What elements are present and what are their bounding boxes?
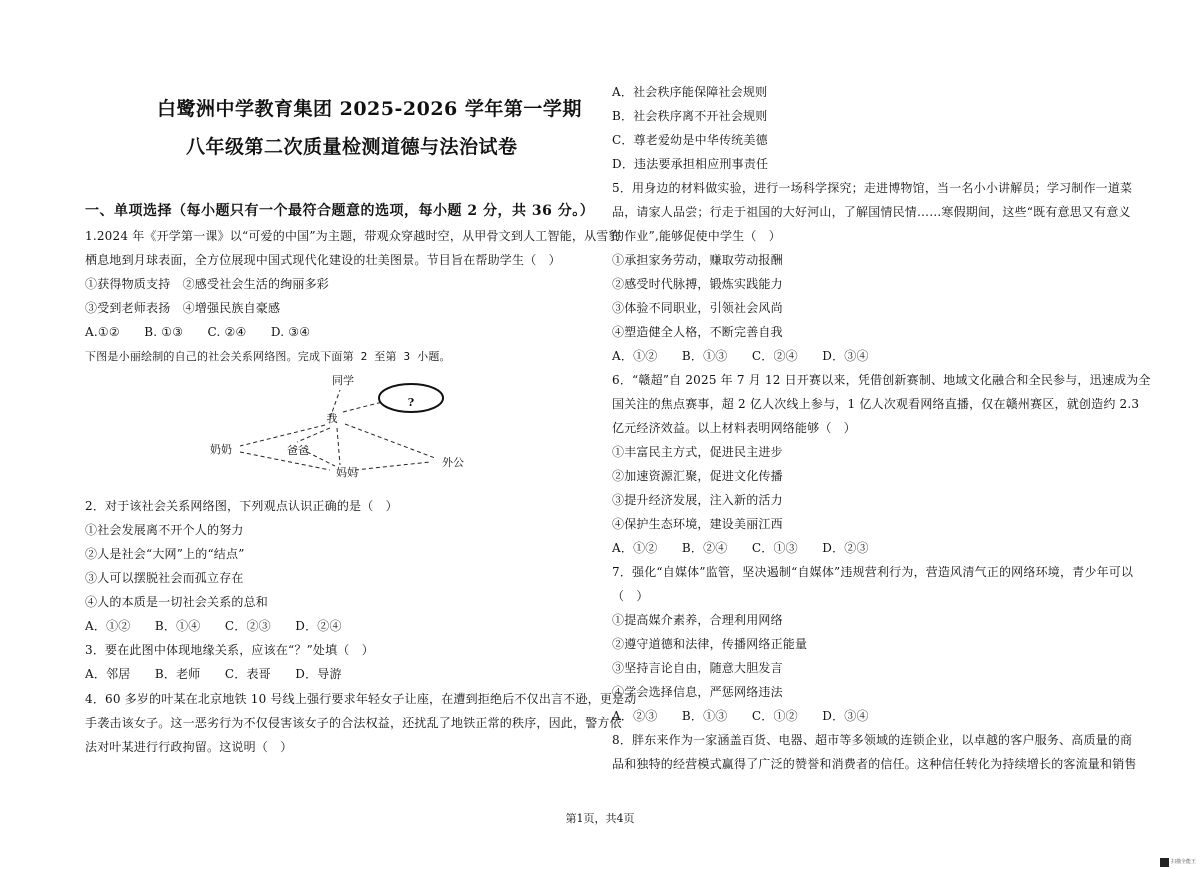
qr-icon [1160,858,1169,867]
page-footer: 第1页，共4页 [565,812,635,825]
option-line: ①获得物质支持 ②感受社会生活的绚丽多彩 [85,277,330,291]
option-line: ①承担家务劳动，赚取劳动报酬 [612,253,783,267]
option-line: ④保护生态环境，建设美丽江西 [612,517,783,531]
option-line: ②人是社会“大网”上的“结点” [85,547,245,561]
question-line: 栖息地到月球表面，全方位展现中国式现代化建设的壮美图景。节目旨在帮助学生（ ） [85,253,561,267]
node-me: 我 [326,412,338,425]
option-line: D．违法要承担相应刑事责任 [612,157,769,171]
option-line: ④人的本质是一切社会关系的总和 [85,595,269,609]
social-network-diagram [185,370,475,482]
option-line: ①社会发展离不开个人的努力 [85,523,244,537]
option-line: C．尊老爱幼是中华传统美德 [612,133,768,147]
question-line: 亿元经济效益。以上材料表明网络能够（ ） [612,421,857,435]
answer-choices: A．①② B．②④ C．①③ D．②③ [612,541,869,555]
question-line: 8．胖东来作为一家涵盖百货、电器、超市等多领域的连锁企业，以卓越的客户服务、高质量的商 [612,733,1133,747]
answer-choices: A．①② B．①④ C．②③ D．②④ [85,619,342,633]
question-line: 品，请家人品尝；行走于祖国的大好河山，了解国情民情……寒假期间，这些“既有意思又有意义 [612,205,1131,219]
answer-choices: A．邻居 B．老师 C．表哥 D．导游 [85,667,342,681]
option-line: ③人可以摆脱社会而孤立存在 [85,571,244,585]
question-line: 法对叶某进行行政拘留。这说明（ ） [85,740,293,754]
option-line: B．社会秩序离不开社会规则 [612,109,768,123]
question-line: 1.2024 年《开学第一课》以“可爱的中国”为主题，带观众穿越时空，从甲骨文到人工智能，从雪豹 [85,229,621,243]
question-line: 国关注的焦点赛事，超 2 亿人次线上参与，1 亿人次观看网络直播，仅在赣州赛区，就创造约 2.3 [612,397,1140,411]
option-line: ②感受时代脉搏，锻炼实践能力 [612,277,783,291]
option-line: ①丰富民主方式，促进民主进步 [612,445,783,459]
question-line: 的作业”,能够促使中学生（ ） [612,229,781,243]
option-line: ④学会选择信息，严惩网络违法 [612,685,783,699]
answer-choices: A．②③ B．①③ C．①② D．③④ [612,709,869,723]
question-line: 品和独特的经营模式赢得了广泛的赞誉和消费者的信任。这种信任转化为持续增长的客流量和销售 [612,757,1137,771]
question-line: 手袭击该女子。这一恶劣行为不仅侵害该女子的合法权益，还扰乱了地铁正常的秩序，因此，警方依 [85,716,622,730]
node-classmate: 同学 [332,374,354,387]
option-line: ③提升经济发展，注入新的活力 [612,493,783,507]
node-grandma: 奶奶 [210,443,232,456]
scanner-watermark [1160,858,1196,868]
answer-choices: A.①② B. ①③ C. ②④ D. ③④ [85,325,311,339]
exam-title-line1: 白鹭洲中学教育集团 2025-2026 学年第一学期 [157,98,582,120]
question-line: 6．“赣超”自 2025 年 7 月 12 日开赛以来，凭借创新赛制、地域文化融合和全民参与，迅速成为全 [612,373,1151,387]
option-line: ③受到老师表扬 ④增强民族自豪感 [85,301,281,315]
node-dad: 爸爸 [287,444,309,457]
question-line: 7．强化“自媒体”监管，坚决遏制“自媒体”违规营利行为，营造风清气正的网络环境，青少年可以 [612,565,1134,579]
question-line: 3．要在此图中体现地缘关系，应该在“？”处填（ ） [85,643,374,657]
option-line: ②加速资源汇聚，促进文化传播 [612,469,783,483]
option-line: ③坚持言论自由，随意大胆发言 [612,661,783,675]
diagram-intro: 下图是小丽绘制的自己的社会关系网络图。完成下面第 2 至第 3 小题。 [85,350,451,363]
option-line: ①提高媒介素养，合理利用网络 [612,613,783,627]
option-line: ④塑造健全人格，不断完善自我 [612,325,783,339]
node-grandpa: 外公 [442,456,464,469]
watermark-text: 扫描全能王 [1171,859,1197,865]
question-line: （ ） [612,589,649,603]
option-line: A．社会秩序能保障社会规则 [612,85,768,99]
question-line: 2．对于该社会关系网络图，下列观点认识正确的是（ ） [85,499,398,513]
section-heading: 一、单项选择（每小题只有一个最符合题意的选项，每小题 2 分，共 36 分。） [85,203,595,219]
question-line: 4．60 多岁的叶某在北京地铁 10 号线上强行要求年轻女子让座，在遭到拒绝后不仅出言不逊，更是动 [85,692,637,706]
option-line: ②遵守道德和法律，传播网络正能量 [612,637,808,651]
exam-title-line2: 八年级第二次质量检测道德与法治试卷 [186,136,518,158]
node-mom: 妈妈 [336,466,358,479]
answer-choices: A．①② B．①③ C．②④ D．③④ [612,349,869,363]
question-mark: ? [407,396,415,409]
option-line: ③体验不同职业，引领社会风尚 [612,301,783,315]
question-line: 5．用身边的材料做实验，进行一场科学探究；走进博物馆，当一名小小讲解员；学习制作一道菜 [612,181,1133,195]
